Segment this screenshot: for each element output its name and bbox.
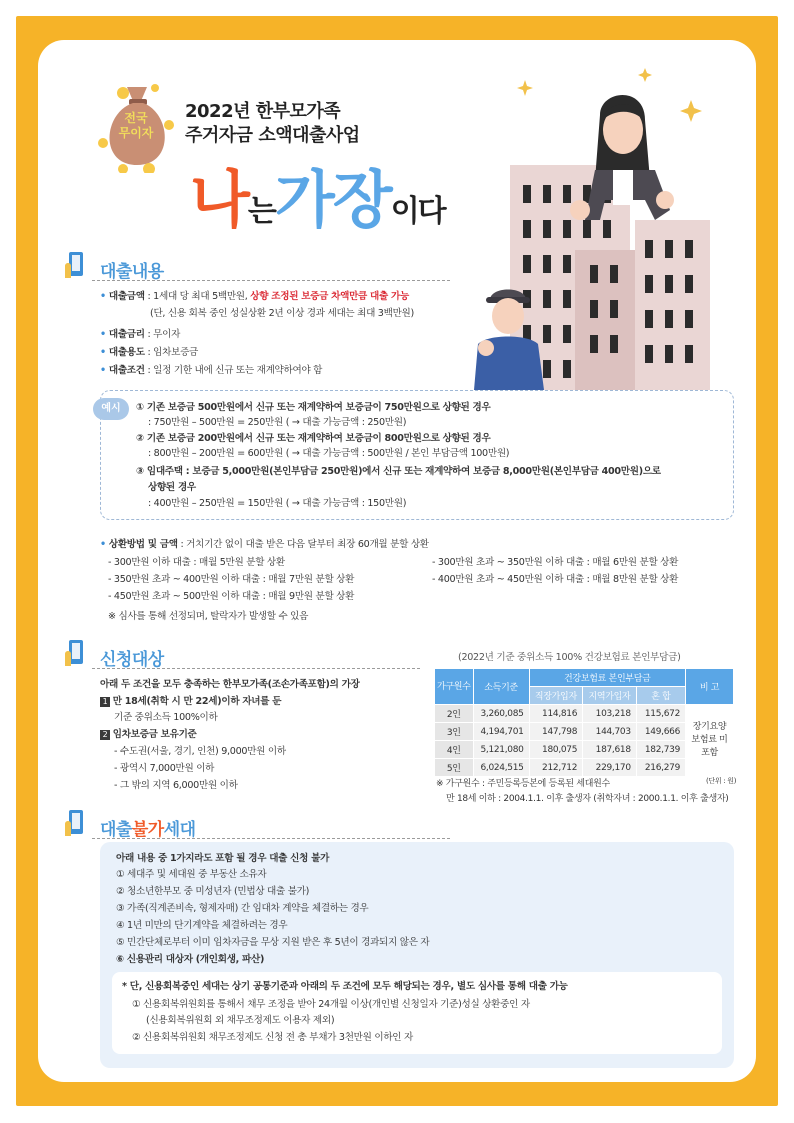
- slogan-gajang: 가장: [274, 163, 391, 236]
- interest-text: : 무이자: [144, 329, 181, 340]
- section-divider: [92, 280, 450, 281]
- slogan-na: 나: [190, 163, 248, 236]
- loan-amount-highlight: 상향 조정된 보증금 차액만큼 대출 가능: [250, 291, 409, 302]
- cell: 149,666: [636, 723, 685, 741]
- table-unit: (단위 : 원): [706, 777, 737, 785]
- cell: 114,816: [529, 705, 583, 723]
- ineligible-item-6: ⑥ 신용관리 대상자 (개인회생, 파산): [116, 954, 265, 965]
- example-1-calc: : 750만원 – 500만원 = 250만원 ( → 대출 가능금액 : 250만원): [148, 417, 407, 428]
- interest-line: [100, 328, 180, 342]
- example-2-head: ② 기존 보증금 200만원에서 신규 또는 재계약하여 보증금이 800만원으로 상향된 경우: [136, 433, 491, 444]
- condition-2: [100, 728, 197, 742]
- cell: 182,739: [636, 741, 685, 759]
- ineligible-item-2: ② 청소년한부모 중 미성년자 (민법상 대출 불가): [116, 886, 310, 897]
- cell: 3,260,085: [473, 705, 529, 723]
- exception-1-note: (신용회복위원회 외 채무조정제도 이용자 제외): [146, 1015, 335, 1026]
- deposit-capital: - 수도권(서울, 경기, 인천) 9,000만원 이하: [114, 746, 286, 757]
- number-2-icon: 2: [100, 730, 110, 740]
- th-regional: 지역가입자: [583, 687, 637, 705]
- repay-line: [100, 538, 429, 552]
- bullet-icon: •: [100, 329, 109, 340]
- loan-amount-label: 대출금액: [108, 291, 145, 302]
- title-part-a: 대출: [100, 820, 132, 840]
- thumbs-up-icon: [468, 282, 548, 390]
- section-title-ineligible: [100, 815, 196, 840]
- usage-line: [100, 346, 198, 360]
- title-line2: 주거자금 소액대출사업: [185, 125, 360, 146]
- loan-amount-condition: (단, 신용 회복 중인 성실상환 2년 이상 경과 세대는 최대 3백만원): [150, 308, 414, 319]
- example-3-calc: : 400만원 – 250만원 = 150만원 ( → 대출 가능금액 : 150만원): [148, 498, 407, 509]
- section-divider: [92, 838, 450, 839]
- exception-head: * 단, 신용회복중인 세대는 상기 공통기준과 아래의 두 조건에 모두 해당되는 경우, 별도 심사를 통해 대출 가능: [122, 981, 568, 992]
- cell: 2인: [435, 705, 474, 723]
- section-divider: [92, 668, 420, 669]
- deposit-other: - 그 밖의 지역 6,000만원 이하: [114, 780, 238, 791]
- interest-label: 대출금리: [108, 329, 145, 340]
- repay-left-2: - 350만원 초과 ~ 400만원 이하 대출 : 매월 7만원 분할 상환: [108, 574, 355, 585]
- badge-line1: 전국: [124, 111, 148, 125]
- cell: 212,712: [529, 759, 583, 777]
- condition-2-label: 임차보증금 보유기준: [112, 729, 197, 740]
- cell: 115,672: [636, 705, 685, 723]
- th-mixed: 혼 합: [636, 687, 685, 705]
- title-part-c: 세대: [163, 820, 196, 840]
- badge-text: [108, 111, 164, 141]
- ineligible-item-4: ④ 1년 미만의 단기계약을 체결하려는 경우: [116, 920, 288, 931]
- bullet-icon: •: [100, 347, 109, 358]
- example-1-head: ① 기존 보증금 500만원에서 신규 또는 재계약하여 보증금이 750만원으로 상향된 경우: [136, 402, 491, 413]
- example-3-head: ③ 임대주택 : 보증금 5,000만원(본인부담금 250만원)에서 신규 또는 재계약하여 보증금 8,000만원(본인부담금 400만원)으로: [136, 466, 661, 477]
- badge-line2: 무이자: [118, 126, 154, 140]
- table-caption: (2022년 기준 중위소득 100% 건강보험료 본인부담금): [458, 652, 681, 663]
- ineligible-item-1: ① 세대주 및 세대원 중 부동산 소유자: [116, 869, 267, 880]
- slogan-neun: 는: [247, 194, 275, 229]
- example-label: 예시: [93, 398, 129, 420]
- condition-1-a: 만 18세(취학 시 만 22세)이하 자녀를 둔: [112, 696, 282, 707]
- condition-1: [100, 695, 281, 709]
- exception-2: ② 신용회복위원회 채무조정제도 신청 전 총 부채가 3천만원 이하인 자: [132, 1032, 413, 1043]
- condition-text: : 일정 기한 내에 신규 또는 재계약하여야 함: [144, 365, 323, 376]
- deposit-metro: - 광역시 7,000만원 이하: [114, 763, 215, 774]
- page-title: [185, 100, 360, 148]
- repay-text: : 거치기간 없이 대출 받은 다음 달부터 최장 60개월 분할 상환: [177, 539, 429, 550]
- th-premium: 건강보험료 본인부담금: [529, 669, 685, 687]
- phone-hand-icon: [63, 808, 89, 838]
- bullet-icon: •: [100, 539, 109, 550]
- slogan-ida: 이다: [390, 194, 445, 229]
- usage-text: : 임차보증금: [144, 347, 199, 358]
- cell: 147,798: [529, 723, 583, 741]
- title-line1: 2022년 한부모가족: [185, 101, 341, 122]
- cell: 216,279: [636, 759, 685, 777]
- repay-left-3: - 450만원 초과 ~ 500만원 이하 대출 : 매월 9만원 분할 상환: [108, 591, 355, 602]
- cell: 3인: [435, 723, 474, 741]
- income-table: [434, 668, 734, 777]
- table-row: [435, 705, 734, 723]
- condition-line: [100, 364, 322, 378]
- cell: 144,703: [583, 723, 637, 741]
- ineligible-item-3: ③ 가족(직계존비속, 형제자매) 간 임대차 계약을 체결하는 경우: [116, 903, 369, 914]
- repay-left-1: - 300만원 이하 대출 : 매월 5만원 분할 상환: [108, 557, 285, 568]
- cell: 5인: [435, 759, 474, 777]
- ineligible-item-5: ⑤ 민간단체로부터 이미 임차자금을 무상 지원 받은 후 5년이 경과되지 않은 자: [116, 937, 430, 948]
- th-employee: 직장가입자: [529, 687, 583, 705]
- bullet-icon: •: [100, 365, 109, 376]
- section-title-eligibility: 신청대상: [100, 650, 164, 670]
- th-note: 비 고: [686, 669, 734, 705]
- eligibility-intro: 아래 두 조건을 모두 충족하는 한부모가족(조손가족포함)의 가장: [100, 679, 360, 690]
- ineligible-intro: 아래 내용 중 1가지라도 포함 될 경우 대출 신청 불가: [116, 853, 330, 864]
- table-note: 장기요양 보험료 미포함: [686, 705, 734, 777]
- cell: 103,218: [583, 705, 637, 723]
- loan-amount-line: [100, 290, 409, 304]
- slogan: [190, 150, 445, 239]
- section-title-loan-details: 대출내용: [100, 262, 164, 282]
- cell: 4,194,701: [473, 723, 529, 741]
- cell: 6,024,515: [473, 759, 529, 777]
- phone-hand-icon: [63, 638, 89, 668]
- phone-hand-icon: [63, 250, 89, 280]
- condition-label: 대출조건: [108, 365, 145, 376]
- th-household: 가구원수: [435, 669, 474, 705]
- example-3-head2: 상향된 경우: [148, 482, 196, 493]
- table-footnote-1: ※ 가구원수 : 주민등록등본에 등록된 세대원수: [436, 779, 610, 789]
- cell: 180,075: [529, 741, 583, 759]
- cell: 4인: [435, 741, 474, 759]
- number-1-icon: 1: [100, 697, 110, 707]
- title-part-b: 불가: [131, 820, 164, 840]
- loan-amount-text: : 1세대 당 최대 5백만원,: [144, 291, 251, 302]
- cell: 5,121,080: [473, 741, 529, 759]
- th-income: 소득기준: [473, 669, 529, 705]
- condition-1-b: 기준 중위소득 100%이하: [114, 712, 218, 723]
- repay-label: 상환방법 및 금액: [108, 539, 178, 550]
- repay-right-1: - 300만원 초과 ~ 350만원 이하 대출 : 매월 6만원 분할 상환: [432, 557, 679, 568]
- cell: 187,618: [583, 741, 637, 759]
- selection-note: ※ 심사를 통해 선정되며, 탈락자가 발생할 수 있음: [108, 611, 309, 622]
- bullet-icon: •: [100, 291, 109, 302]
- usage-label: 대출용도: [108, 347, 145, 358]
- example-2-calc: : 800만원 – 200만원 = 600만원 ( → 대출 가능금액 : 500만원 / 본인 부담금액 100만원): [148, 448, 510, 459]
- exception-1: ① 신용회복위원회를 통해서 채무 조정을 받아 24개월 이상(개인별 신청일자 기준)성실 상환중인 자: [132, 999, 530, 1010]
- repay-right-2: - 400만원 초과 ~ 450만원 이하 대출 : 매월 8만원 분할 상환: [432, 574, 679, 585]
- table-footnote-2: 만 18세 이하 : 2004.1.1. 이후 출생자 (취학자녀 : 2000.1.1. 이후 출생자): [446, 794, 729, 804]
- cell: 229,170: [583, 759, 637, 777]
